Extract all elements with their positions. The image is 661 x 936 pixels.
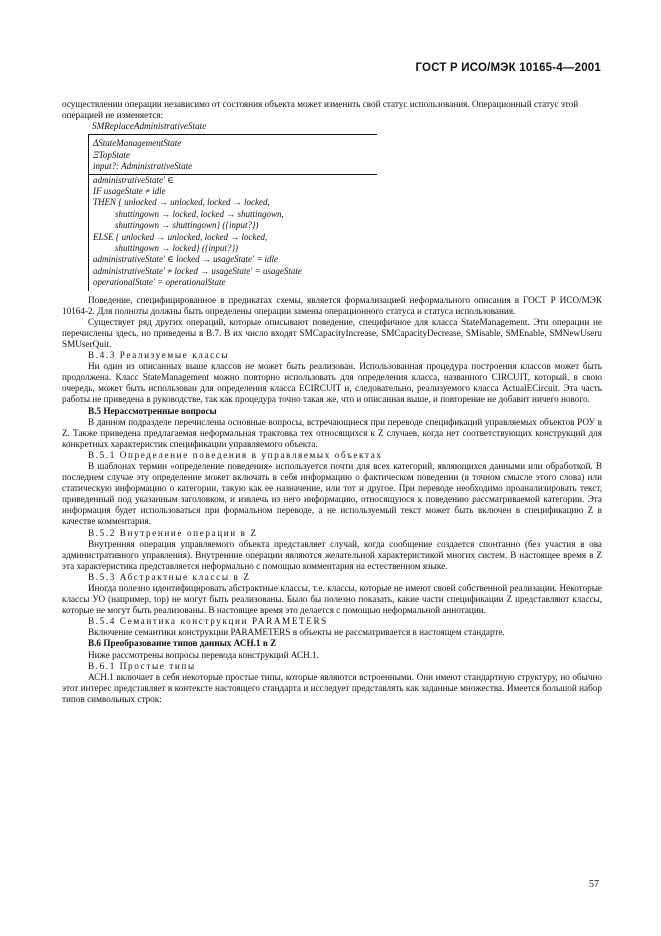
schema-pred-line: ELSE { unlocked → unlocked, locked → locked, bbox=[93, 231, 268, 242]
schema-pred-line: administrativeState' ∈ bbox=[93, 174, 174, 185]
body-paragraph: В данном подразделе перечислены основные вопросы, встречающиеся при переводе спецификаций управляемых объектов РОУ в Z. Также приведена предлагаемая неформальная трактовка тех относящихся к Z случаев, когда нет соответствующих конструкций для конкретных характеристик спецификации управляемого объекта. bbox=[62, 416, 602, 449]
schema-pred-line: shuttingown → locked, locked → shuttingown, bbox=[115, 208, 284, 219]
body-paragraph: Внутренняя операция управляемого объекта представляет случай, когда сообщение создается спонтанно (без участия в ова административного управления). Внутренние операции являются желательной характеристикой многих систем. В настоящее время в Z эта характеристика представляется неформально с помощью комментария на естественном языке. bbox=[62, 538, 602, 571]
document-header: ГОСТ Р ИСО/МЭК 10165-4—2001 bbox=[415, 62, 601, 74]
section-heading: В.6 Преобразование типов данных АСН.1 в Z bbox=[88, 638, 277, 649]
schema-decl-line: ΞTopState bbox=[93, 149, 130, 160]
body-paragraph: Поведение, специфицированное в предикатах схемы, является формализацией неформального описания в ГОСТ Р ИСО/МЭК 10164-2. Для полноты должны быть определены операции замены операционного статуса и статуса использования. bbox=[62, 294, 602, 316]
body-paragraph: В шаблонах термин «определение поведения» используется почти для всех категорий, являющихся данными или обработкой. В последнем случае эту определение может включать в себя информацию о фактическом поведении (в точном смысле этого слова) или статическую информацию о категории, такую как ее назначение, или тот и другое. При переводе необходимо проанализировать текст, приведенный под указанным заголовком, и извлечь из него информацию, относящуюся к поведению рассматриваемой категории. Эта информация будет использоваться при формальном переводе, а не используемый текст может быть включен в спецификацию Z в качестве комментария. bbox=[62, 460, 602, 527]
subsection-heading: В.5.4 Семантика конструкции PARAMETERS bbox=[88, 616, 328, 627]
schema-name: SMReplaceAdministrativeState bbox=[92, 121, 207, 132]
schema-decl-line: ΔStateManagementState bbox=[93, 138, 182, 149]
body-paragraph: Включение семантики конструкции PARAMETERS в объекты не рассматривается в настоящем стандарте. bbox=[88, 627, 505, 638]
page-number: 57 bbox=[589, 879, 599, 890]
body-paragraph: АСН.1 включает в себя некоторые простые типы, которые являются встроенными. Они имеют стандартную структуру, но обычно этот интерес представляет в контексте настоящего стандарта и исследует представлять как заданные множества. Имеется большой набор типов символьных строк: bbox=[62, 671, 602, 704]
schema-declarations bbox=[89, 135, 377, 173]
subsection-heading: В.5.3 Абстрактные классы в Z bbox=[88, 571, 251, 582]
schema-pred-line: IF usageState ≠ idle bbox=[93, 185, 166, 196]
page-body bbox=[62, 99, 602, 705]
schema-pred-line: THEN { unlocked → unlocked, locked → locked, bbox=[93, 197, 270, 208]
subsection-heading: В.6.1 Простые типы bbox=[88, 660, 196, 671]
schema-pred-line: administrativeState' ≠ locked → usageState' = usageState bbox=[93, 265, 302, 276]
section-heading: В.5 Нерассмотренные вопросы bbox=[88, 405, 217, 416]
body-paragraph: Ниже рассмотрены вопросы перевода конструкций АСН.1. bbox=[88, 649, 319, 660]
body-paragraph: Существует ряд других операций, которые описывают поведение, специфичное для класса StateManagement. Эти операции не перечислены здесь, но приведены в B.7. В их число входят SMCapacityIncrease, SMCapacityDecrease, SMisable, SMEnable, SMNewUseru SMUserQuit. bbox=[62, 316, 602, 349]
subsection-heading: В.5.1 Определение поведения в управляемых объектах bbox=[88, 449, 383, 460]
intro-paragraph: осуществлении операции независимо от состояния объекта может изменить свой статус использования. Операционный статус этой операцией не изменяется: bbox=[62, 99, 579, 121]
schema-pred-line: shuttingown → shuttingown} ({input?}) bbox=[115, 220, 259, 231]
schema-pred-line: shuttingown → locked} ({input?}) bbox=[115, 242, 239, 253]
subsection-heading: В.4.3 Реализуемые классы bbox=[88, 350, 230, 361]
body-paragraph: Ни один из описанных выше классов не может быть реализован. Использованная процедура построения классов может быть продолжена. Класс StateManagement можно повторно использовать для определения класса, названного CIRCUIT, который, в свою очередь, может быть использован для определения класса ECIRCUIT и, следовательно, реализуемого класса ActualECircuit. Эта часть работы не приведена в руководстве, так как процедура точно такая же, что и описанная выше, и повторение не добавит ничего нового. bbox=[62, 361, 602, 405]
schema-pred-line: operationalState' = operationalState bbox=[93, 277, 226, 288]
schema-decl-line: input?: AdministrativeState bbox=[93, 161, 193, 172]
subsection-heading: В.5.2 Внутренние операции в Z bbox=[88, 527, 258, 538]
schema-pred-line: administrativeState' ∈ locked → usageState' = idle bbox=[93, 254, 279, 265]
schema-predicates bbox=[89, 175, 377, 291]
z-schema-box bbox=[88, 134, 377, 290]
body-paragraph: Иногда полезно идентифицировать абстрактные классы, т.е. классы, которые не имеют своей собственной реализации. Некоторые классы УО (например, top) не могут быть реализованы. Было бы полезно показать, какие части спецификации Z представляют классы, которые не могут быть реализованы. В настоящее время это делается с помощью неформальной аннотации. bbox=[62, 583, 602, 616]
